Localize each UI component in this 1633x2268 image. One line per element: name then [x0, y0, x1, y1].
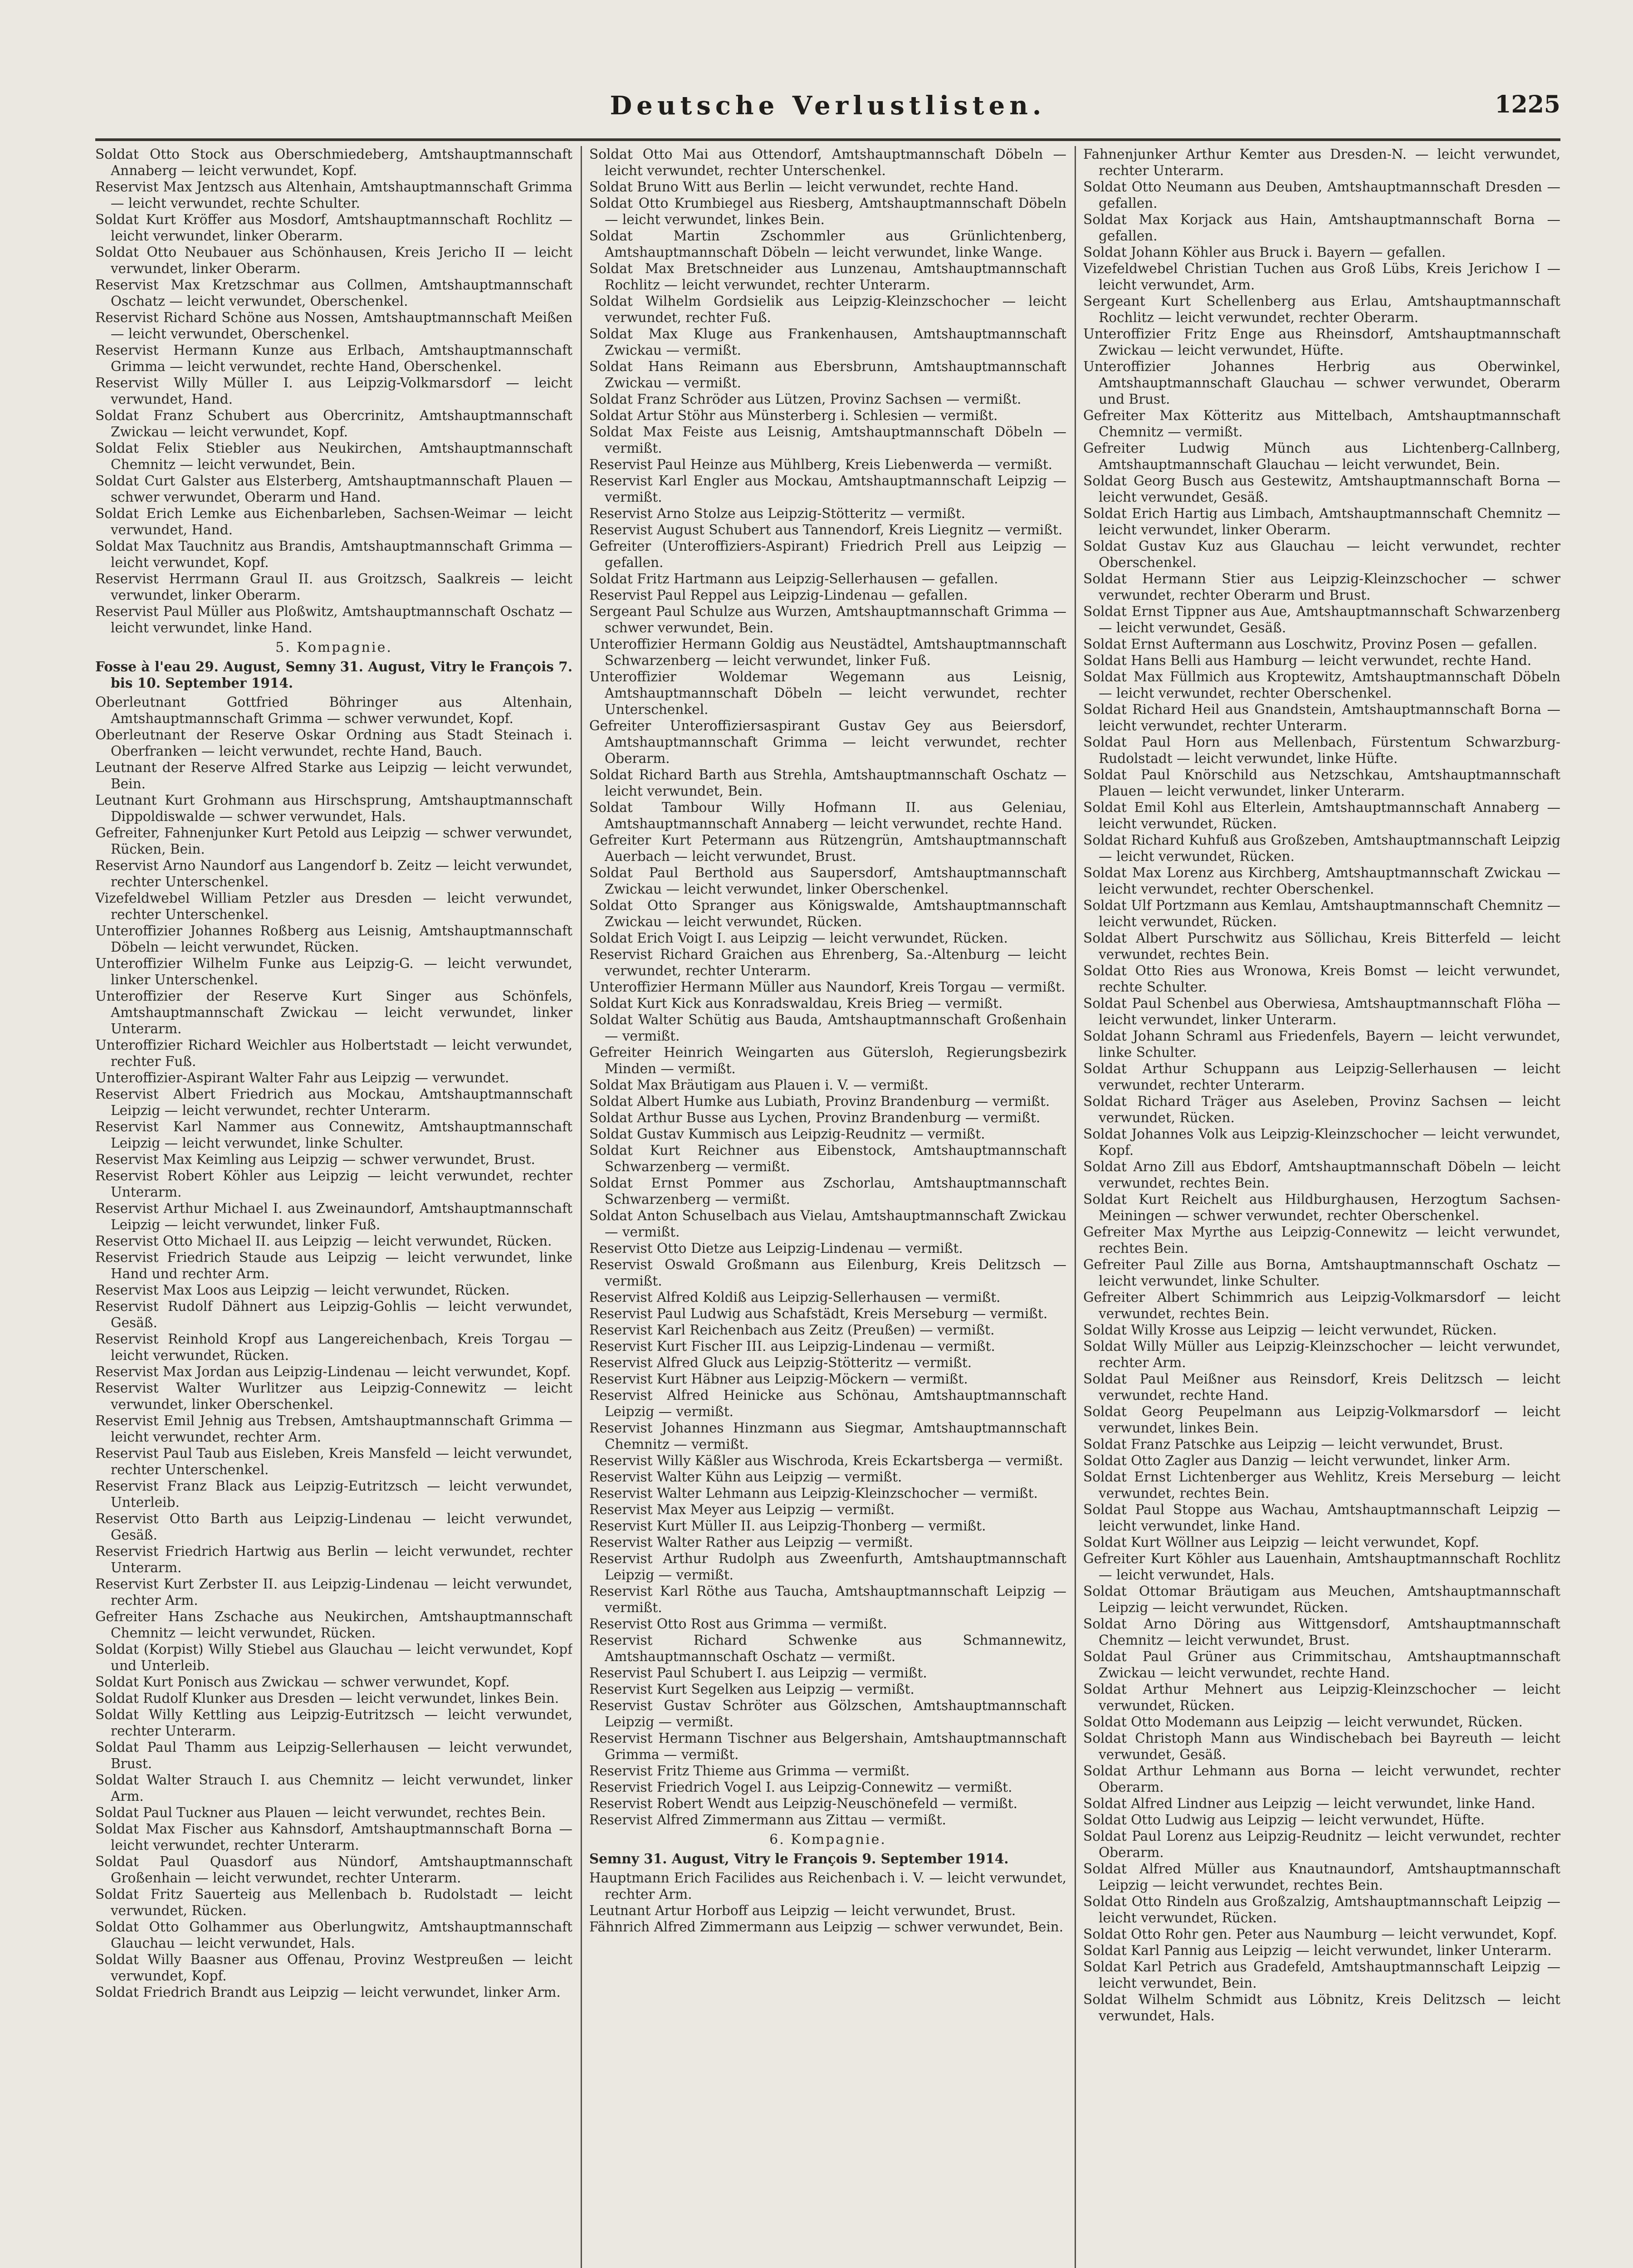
- column-divider: [1075, 146, 1076, 2268]
- casualty-entry: Leutnant Kurt Grohmann aus Hirschsprung, Amtshauptmannschaft Dippoldiswalde — schwer verwundet, Hals.: [95, 792, 572, 824]
- casualty-entry: Reservist Albert Friedrich aus Mockau, Amtshauptmannschaft Leipzig — leicht verwundet, rechter Unterarm.: [95, 1086, 572, 1118]
- casualty-entry: Soldat Willy Krosse aus Leipzig — leicht verwundet, Rücken.: [1083, 1322, 1497, 1338]
- casualty-entry: Soldat Arthur Schuppann aus Leipzig-Sellerhausen — leicht verwundet, rechter Unterarm.: [1083, 1061, 1560, 1093]
- casualty-entry: Unteroffizier Johannes Herbrig aus Oberwinkel, Amtshauptmannschaft Glauchau — schwer verwundet, Oberarm und Brust.: [1083, 359, 1560, 407]
- casualty-entry: Soldat Ernst Auftermann aus Loschwitz, Provinz Posen — gefallen.: [1083, 636, 1538, 652]
- casualty-entry: Reservist Gustav Schröter aus Gölzschen, Amtshauptmannschaft Leipzig — vermißt.: [589, 1698, 1066, 1730]
- casualty-entry: Oberleutnant Gottfried Böhringer aus Altenhain, Amtshauptmannschaft Grimma — schwer verwundet, Kopf.: [95, 694, 572, 726]
- casualty-entry: Soldat Hermann Stier aus Leipzig-Kleinzschocher — schwer verwundet, rechter Oberarm und Brust.: [1083, 571, 1560, 603]
- casualty-entry: Reservist Otto Barth aus Leipzig-Lindenau — leicht verwundet, Gesäß.: [95, 1511, 572, 1543]
- casualty-entry: Soldat Max Feiste aus Leisnig, Amtshauptmannschaft Döbeln — vermißt.: [589, 424, 1066, 456]
- casualty-entry: Reservist Max Loos aus Leipzig — leicht verwundet, Rücken.: [95, 1282, 510, 1298]
- casualty-entry: Gefreiter Albert Schimmrich aus Leipzig-Volkmarsdorf — leicht verwundet, rechtes Bein.: [1083, 1290, 1560, 1321]
- casualty-entry: Soldat Ernst Pommer aus Zschorlau, Amtshauptmannschaft Schwarzenberg — vermißt.: [589, 1175, 1066, 1207]
- casualty-entry: Soldat Paul Berthold aus Saupersdorf, Amtshauptmannschaft Zwickau — leicht verwundet, linker Oberschenkel.: [589, 865, 1066, 897]
- casualty-entry: Reservist Walter Lehmann aus Leipzig-Kleinzschocher — vermißt.: [589, 1486, 1038, 1501]
- casualty-entry: Gefreiter Kurt Köhler aus Lauenhain, Amtshauptmannschaft Rochlitz — leicht verwundet, Hals.: [1083, 1551, 1560, 1583]
- casualty-entry: Reservist Franz Black aus Leipzig-Eutritzsch — leicht verwundet, Unterleib.: [95, 1478, 572, 1510]
- casualty-entry: Reservist Walter Rather aus Leipzig — vermißt.: [589, 1535, 913, 1550]
- casualty-entry: Soldat (Korpist) Willy Stiebel aus Glauchau — leicht verwundet, Kopf und Unterleib.: [95, 1642, 572, 1673]
- casualty-entry: Soldat Paul Grüner aus Crimmitschau, Amtshauptmannschaft Zwickau — leicht verwundet, rechte Hand.: [1083, 1649, 1560, 1681]
- casualty-entry: Reservist Max Jentzsch aus Altenhain, Amtshauptmannschaft Grimma — leicht verwundet, rechte Schulter.: [95, 179, 572, 211]
- casualty-entry: Unteroffizier Johannes Roßberg aus Leisnig, Amtshauptmannschaft Döbeln — leicht verwundet, Rücken.: [95, 923, 572, 955]
- casualty-entry: Reservist Herrmann Graul II. aus Groitzsch, Saalkreis — leicht verwundet, linker Oberarm.: [95, 571, 572, 603]
- casualty-entry: Soldat Franz Patschke aus Leipzig — leicht verwundet, Brust.: [1083, 1437, 1503, 1452]
- casualty-entry: Soldat Max Lorenz aus Kirchberg, Amtshauptmannschaft Zwickau — leicht verwundet, rechter Oberschenkel.: [1083, 865, 1560, 897]
- casualty-entry: Reservist Walter Kühn aus Leipzig — vermißt.: [589, 1469, 902, 1485]
- casualty-entry: Soldat Franz Schubert aus Obercrinitz, Amtshauptmannschaft Zwickau — leicht verwundet, Kopf.: [95, 408, 572, 440]
- casualty-entry: Soldat Arthur Mehnert aus Leipzig-Kleinzschocher — leicht verwundet, Rücken.: [1083, 1681, 1560, 1713]
- casualty-entry: Unteroffizier Woldemar Wegemann aus Leisnig, Amtshauptmannschaft Döbeln — leicht verwundet, rechter Unterschenkel.: [589, 669, 1066, 717]
- casualty-entry: Soldat Arno Döring aus Wittgensdorf, Amtshauptmannschaft Chemnitz — leicht verwundet, Brust.: [1083, 1616, 1560, 1648]
- casualty-entry: Soldat Erich Hartig aus Limbach, Amtshauptmannschaft Chemnitz — leicht verwundet, linker Oberarm.: [1083, 506, 1560, 538]
- casualty-entry: Reservist Karl Nammer aus Connewitz, Amtshauptmannschaft Leipzig — leicht verwundet, linke Schulter.: [95, 1119, 572, 1151]
- casualty-entry: Reservist Karl Reichenbach aus Zeitz (Preußen) — vermißt.: [589, 1322, 995, 1338]
- column-divider: [581, 146, 582, 2268]
- casualty-entry: Reservist Karl Engler aus Mockau, Amtshauptmannschaft Leipzig — vermißt.: [589, 473, 1066, 505]
- casualty-entry: Fähnrich Alfred Zimmermann aus Leipzig — schwer verwundet, Bein.: [589, 1919, 1064, 1935]
- casualty-entry: Soldat Georg Busch aus Gestewitz, Amtshauptmannschaft Borna — leicht verwundet, Gesäß.: [1083, 473, 1560, 505]
- casualty-entry: Soldat Max Korjack aus Hain, Amtshauptmannschaft Borna — gefallen.: [1083, 212, 1560, 244]
- casualty-entry: Soldat Albert Purschwitz aus Söllichau, Kreis Bitterfeld — leicht verwundet, rechtes Bein.: [1083, 930, 1560, 962]
- casualty-entry: Soldat Kurt Reichner aus Eibenstock, Amtshauptmannschaft Schwarzenberg — vermißt.: [589, 1143, 1066, 1174]
- casualty-entry: Gefreiter Kurt Petermann aus Rützengrün, Amtshauptmannschaft Auerbach — leicht verwundet, Brust.: [589, 832, 1066, 864]
- casualty-entry: Gefreiter (Unteroffiziers-Aspirant) Friedrich Prell aus Leipzig — gefallen.: [589, 538, 1066, 570]
- casualty-entry: Reservist Friedrich Vogel I. aus Leipzig-Connewitz — vermißt.: [589, 1779, 1012, 1795]
- casualty-entry: Soldat Ottomar Bräutigam aus Meuchen, Amtshauptmannschaft Leipzig — leicht verwundet, Rücken.: [1083, 1584, 1560, 1615]
- casualty-entry: Soldat Richard Heil aus Gnandstein, Amtshauptmannschaft Borna — leicht verwundet, rechter Unterarm.: [1083, 702, 1560, 733]
- casualty-entry: Reservist Paul Ludwig aus Schafstädt, Kreis Merseburg — vermißt.: [589, 1306, 1048, 1321]
- casualty-entry: Gefreiter Ludwig Münch aus Lichtenberg-Callnberg, Amtshauptmannschaft Glauchau — leicht verwundet, Bein.: [1083, 440, 1560, 472]
- casualty-entry: Sergeant Kurt Schellenberg aus Erlau, Amtshauptmannschaft Rochlitz — leicht verwundet, rechter Oberarm.: [1083, 293, 1560, 325]
- casualty-entry: Soldat Kurt Kröffer aus Mosdorf, Amtshauptmannschaft Rochlitz — leicht verwundet, linker Oberarm.: [95, 212, 572, 244]
- casualty-entry: Reservist Willy Müller I. aus Leipzig-Volkmarsdorf — leicht verwundet, Hand.: [95, 375, 572, 407]
- casualty-entry: Soldat Alfred Lindner aus Leipzig — leicht verwundet, linke Hand.: [1083, 1796, 1535, 1811]
- company-title: 6. Kompagnie.: [769, 1832, 886, 1848]
- casualty-entry: Reservist Hermann Tischner aus Belgershain, Amtshauptmannschaft Grimma — vermißt.: [589, 1730, 1066, 1762]
- casualty-entry: Soldat Otto Rindeln aus Großzalzig, Amtshauptmannschaft Leipzig — leicht verwundet, Rücken.: [1083, 1894, 1560, 1926]
- casualty-entry: Soldat Anton Schuselbach aus Vielau, Amtshauptmannschaft Zwickau — vermißt.: [589, 1208, 1066, 1240]
- casualty-entry: Reservist Richard Schöne aus Nossen, Amtshauptmannschaft Meißen — leicht verwundet, Oberschenkel.: [95, 310, 572, 342]
- casualty-entry: Reservist Walter Wurlitzer aus Leipzig-Connewitz — leicht verwundet, linker Oberschenkel.: [95, 1380, 572, 1412]
- casualty-entry: Soldat Max Bretschneider aus Lunzenau, Amtshauptmannschaft Rochlitz — leicht verwundet, rechter Unterarm.: [589, 261, 1066, 293]
- casualty-entry: Soldat Paul Meißner aus Reinsdorf, Kreis Delitzsch — leicht verwundet, rechte Hand.: [1083, 1371, 1560, 1403]
- casualty-entry: Soldat Tambour Willy Hofmann II. aus Geleniau, Amtshauptmannschaft Annaberg — leicht verwundet, rechte Hand.: [589, 800, 1066, 831]
- casualty-entry: Reservist Kurt Segelken aus Leipzig — vermißt.: [589, 1681, 914, 1697]
- casualty-entry: Soldat Otto Golhammer aus Oberlungwitz, Amtshauptmannschaft Glauchau — leicht verwundet, Hals.: [95, 1919, 572, 1951]
- casualty-entry: Unteroffizier der Reserve Kurt Singer aus Schönfels, Amtshauptmannschaft Zwickau — leicht verwundet, linker Unterarm.: [95, 988, 572, 1036]
- casualty-entry: Reservist Kurt Zerbster II. aus Leipzig-Lindenau — leicht verwundet, rechter Arm.: [95, 1576, 572, 1608]
- company-dates: Semny 31. August, Vitry le François 9. September 1914.: [589, 1851, 1009, 1867]
- casualty-entry: Soldat Erich Voigt I. aus Leipzig — leicht verwundet, Rücken.: [589, 930, 1008, 946]
- casualty-entry: Reservist August Schubert aus Tannendorf, Kreis Liegnitz — vermißt.: [589, 522, 1063, 538]
- casualty-entry: Soldat Kurt Kick aus Konradswaldau, Kreis Brieg — vermißt.: [589, 996, 1003, 1011]
- casualty-entry: Soldat Otto Spranger aus Königswalde, Amtshauptmannschaft Zwickau — leicht verwundet, Rücken.: [589, 898, 1066, 929]
- casualty-entry: Vizefeldwebel William Petzler aus Dresden — leicht verwundet, rechter Unterschenkel.: [95, 890, 572, 922]
- casualty-entry: Soldat Albert Humke aus Lubiath, Provinz Brandenburg — vermißt.: [589, 1094, 1050, 1109]
- casualty-entry: Soldat Arno Zill aus Ebdorf, Amtshauptmannschaft Döbeln — leicht verwundet, rechtes Bein.: [1083, 1159, 1560, 1191]
- casualty-entry: Reservist Arno Naundorf aus Langendorf b. Zeitz — leicht verwundet, rechter Unterschenkel.: [95, 858, 572, 890]
- casualty-entry: Soldat Ernst Tippner aus Aue, Amtshauptmannschaft Schwarzenberg — leicht verwundet, Gesäß.: [1083, 604, 1560, 635]
- columns-area: [95, 146, 1560, 2268]
- casualty-entry: Soldat Richard Träger aus Aseleben, Provinz Sachsen — leicht verwundet, Rücken.: [1083, 1094, 1560, 1125]
- casualty-entry: Reservist Paul Müller aus Ploßwitz, Amtshauptmannschaft Oschatz — leicht verwundet, linke Hand.: [95, 604, 572, 635]
- casualty-entry: Soldat Johann Köhler aus Bruck i. Bayern — gefallen.: [1083, 244, 1446, 260]
- casualty-entry: Reservist Emil Jehnig aus Trebsen, Amtshauptmannschaft Grimma — leicht verwundet, rechter Arm.: [95, 1413, 572, 1445]
- casualty-entry: Reservist Kurt Fischer III. aus Leipzig-Lindenau — vermißt.: [589, 1339, 995, 1354]
- casualty-entry: Soldat Fritz Sauerteig aus Mellenbach b. Rudolstadt — leicht verwundet, Rücken.: [95, 1887, 572, 1918]
- casualty-entry: Reservist Paul Heinze aus Mühlberg, Kreis Liebenwerda — vermißt.: [589, 457, 1053, 472]
- casualty-entry: Vizefeldwebel Christian Tuchen aus Groß Lübs, Kreis Jerichow I — leicht verwundet, Arm.: [1083, 261, 1560, 293]
- casualty-entry: Soldat Arthur Busse aus Lychen, Provinz Brandenburg — vermißt.: [589, 1110, 1041, 1125]
- casualty-entry: Unteroffizier Hermann Goldig aus Neustädtel, Amtshauptmannschaft Schwarzenberg — leicht verwundet, linker Fuß.: [589, 636, 1066, 668]
- casualty-entry: Soldat Gustav Kummisch aus Leipzig-Reudnitz — vermißt.: [589, 1126, 985, 1142]
- casualty-entry: Soldat Johann Schraml aus Friedenfels, Bayern — leicht verwundet, linke Schulter.: [1083, 1028, 1560, 1060]
- casualty-entry: Reservist Kurt Müller II. aus Leipzig-Thonberg — vermißt.: [589, 1518, 986, 1534]
- casualty-entry: Reservist Hermann Kunze aus Erlbach, Amtshauptmannschaft Grimma — leicht verwundet, rechte Hand, Oberschenkel.: [95, 342, 572, 374]
- casualty-entry: Soldat Paul Thamm aus Leipzig-Sellerhausen — leicht verwundet, Brust.: [95, 1740, 572, 1771]
- casualty-entry: Gefreiter Paul Zille aus Borna, Amtshauptmannschaft Oschatz — leicht verwundet, linke Schulter.: [1083, 1257, 1560, 1289]
- company-dates: Fosse à l'eau 29. August, Semny 31. August, Vitry le François 7. bis 10. September 1914.: [95, 659, 572, 691]
- casualty-entry: Soldat Karl Pannig aus Leipzig — leicht verwundet, linker Unterarm.: [1083, 1943, 1552, 1958]
- casualty-entry: Soldat Max Kluge aus Frankenhausen, Amtshauptmannschaft Zwickau — vermißt.: [589, 326, 1066, 358]
- casualty-entry: Soldat Franz Schröder aus Lützen, Provinz Sachsen — vermißt.: [589, 391, 1022, 407]
- casualty-entry: Reservist Arno Stolze aus Leipzig-Stötteritz — vermißt.: [589, 506, 966, 521]
- casualty-entry: Soldat Paul Quasdorf aus Nündorf, Amtshauptmannschaft Großenhain — leicht verwundet, rechter Unterarm.: [95, 1854, 572, 1886]
- casualty-entry: Soldat Paul Lorenz aus Leipzig-Reudnitz — leicht verwundet, rechter Oberarm.: [1083, 1828, 1560, 1860]
- casualty-entry: Soldat Walter Strauch I. aus Chemnitz — leicht verwundet, linker Arm.: [95, 1772, 572, 1804]
- casualty-entry: Soldat Richard Kuhfuß aus Großzeben, Amtshauptmannschaft Leipzig — leicht verwundet, Rücken.: [1083, 832, 1560, 864]
- casualty-entry: Soldat Ulf Portzmann aus Kemlau, Amtshauptmannschaft Chemnitz — leicht verwundet, Rücken.: [1083, 898, 1560, 929]
- casualty-entry: Soldat Hans Reimann aus Ebersbrunn, Amtshauptmannschaft Zwickau — vermißt.: [589, 359, 1066, 391]
- casualty-entry: Reservist Max Keimling aus Leipzig — schwer verwundet, Brust.: [95, 1152, 535, 1167]
- casualty-entry: Soldat Otto Stock aus Oberschmiedeberg, Amtshauptmannschaft Annaberg — leicht verwundet, Kopf.: [95, 147, 572, 178]
- casualty-entry: Soldat Bruno Witt aus Berlin — leicht verwundet, rechte Hand.: [589, 179, 1019, 195]
- masthead: [95, 91, 1560, 132]
- casualty-entry: Soldat Otto Ries aus Wronowa, Kreis Bomst — leicht verwundet, rechte Schulter.: [1083, 963, 1560, 995]
- casualty-entry: Soldat Kurt Ponisch aus Zwickau — schwer verwundet, Kopf.: [95, 1674, 510, 1690]
- casualty-entry: Soldat Walter Schütig aus Bauda, Amtshauptmannschaft Großenhain — vermißt.: [589, 1012, 1066, 1044]
- casualty-entry: Reservist Paul Taub aus Eisleben, Kreis Mansfeld — leicht verwundet, rechter Unterschenkel.: [95, 1446, 572, 1477]
- casualty-entry: Gefreiter Hans Zschache aus Neukirchen, Amtshauptmannschaft Chemnitz — leicht verwundet, Rücken.: [95, 1609, 572, 1641]
- casualty-entry: Soldat Alfred Müller aus Knautnaundorf, Amtshauptmannschaft Leipzig — leicht verwundet, rechtes Bein.: [1083, 1861, 1560, 1893]
- casualty-entry: Soldat Paul Horn aus Mellenbach, Fürstentum Schwarzburg-Rudolstadt — leicht verwundet, linke Hüfte.: [1083, 734, 1560, 766]
- company-title: 5. Kompagnie.: [275, 640, 392, 655]
- casualty-entry: Soldat Paul Tuckner aus Plauen — leicht verwundet, rechtes Bein.: [95, 1805, 546, 1820]
- casualty-entry: Soldat Fritz Hartmann aus Leipzig-Sellerhausen — gefallen.: [589, 571, 998, 587]
- casualty-entry: Leutnant Artur Horboff aus Leipzig — leicht verwundet, Brust.: [589, 1903, 1016, 1918]
- casualty-entry: Soldat Willy Müller aus Leipzig-Kleinzschocher — leicht verwundet, rechter Arm.: [1083, 1339, 1560, 1370]
- casualty-entry: Reservist Friedrich Staude aus Leipzig — leicht verwundet, linke Hand und rechter Arm.: [95, 1250, 572, 1281]
- casualty-entry: Soldat Richard Barth aus Strehla, Amtshauptmannschaft Oschatz — leicht verwundet, Bein.: [589, 767, 1066, 799]
- casualty-entry: Soldat Rudolf Klunker aus Dresden — leicht verwundet, linkes Bein.: [95, 1691, 559, 1706]
- casualty-entry: Reservist Robert Wendt aus Leipzig-Neuschönefeld — vermißt.: [589, 1796, 1017, 1811]
- casualty-entry: Leutnant der Reserve Alfred Starke aus Leipzig — leicht verwundet, Bein.: [95, 760, 572, 792]
- casualty-entry: Reservist Robert Köhler aus Leipzig — leicht verwundet, rechter Unterarm.: [95, 1168, 572, 1200]
- casualty-entry: Reservist Otto Michael II. aus Leipzig — leicht verwundet, Rücken.: [95, 1233, 552, 1249]
- casualty-entry: Unteroffizier Richard Weichler aus Holbertstadt — leicht verwundet, rechter Fuß.: [95, 1037, 572, 1069]
- casualty-entry: Reservist Max Kretzschmar aus Collmen, Amtshauptmannschaft Oschatz — leicht verwundet, Oberschenkel.: [95, 277, 572, 309]
- casualty-entry: Reservist Otto Dietze aus Leipzig-Lindenau — vermißt.: [589, 1241, 963, 1256]
- casualty-entry: Soldat Otto Krumbiegel aus Riesberg, Amtshauptmannschaft Döbeln — leicht verwundet, linkes Bein.: [589, 196, 1066, 227]
- casualty-entry: Soldat Willy Kettling aus Leipzig-Eutritzsch — leicht verwundet, rechter Unterarm.: [95, 1707, 572, 1739]
- casualty-entry: Reservist Karl Röthe aus Taucha, Amtshauptmannschaft Leipzig — vermißt.: [589, 1584, 1066, 1615]
- casualty-entry: Soldat Otto Zagler aus Danzig — leicht verwundet, linker Arm.: [1083, 1453, 1511, 1468]
- casualty-entry: Soldat Gustav Kuz aus Glauchau — leicht verwundet, rechter Oberschenkel.: [1083, 538, 1560, 570]
- casualty-entry: Soldat Otto Modemann aus Leipzig — leicht verwundet, Rücken.: [1083, 1714, 1523, 1730]
- casualty-entry: Soldat Martin Zschommler aus Grünlichtenberg, Amtshauptmannschaft Döbeln — leicht verwundet, linke Wange.: [589, 228, 1066, 260]
- casualty-entry: Reservist Paul Reppel aus Leipzig-Lindenau — gefallen.: [589, 587, 968, 603]
- casualty-entry: Soldat Paul Knörschild aus Netzschkau, Amtshauptmannschaft Plauen — leicht verwundet, linker Unterarm.: [1083, 767, 1560, 799]
- column-3: [1083, 146, 1560, 2268]
- casualty-entry: Soldat Paul Schenbel aus Oberwiesa, Amtshauptmannschaft Flöha — leicht verwundet, linker Unterarm.: [1083, 996, 1560, 1027]
- casualty-entry: Sergeant Paul Schulze aus Wurzen, Amtshauptmannschaft Grimma — schwer verwundet, Bein.: [589, 604, 1066, 635]
- casualty-entry: Reservist Oswald Großmann aus Eilenburg, Kreis Delitzsch — vermißt.: [589, 1257, 1066, 1289]
- casualty-entry: Soldat Otto Neubauer aus Schönhausen, Kreis Jericho II — leicht verwundet, linker Oberarm.: [95, 244, 572, 276]
- page-number: 1225: [1495, 91, 1560, 118]
- casualty-entry: Soldat Otto Neumann aus Deuben, Amtshauptmannschaft Dresden — gefallen.: [1083, 179, 1560, 211]
- casualty-entry: Reservist Reinhold Kropf aus Langereichenbach, Kreis Torgau — leicht verwundet, Rücken.: [95, 1331, 572, 1363]
- casualty-entry: Soldat Hans Belli aus Hamburg — leicht verwundet, rechte Hand.: [1083, 653, 1532, 668]
- casualty-entry: Reservist Otto Rost aus Grimma — vermißt.: [589, 1616, 887, 1632]
- casualty-entry: Soldat Christoph Mann aus Windischebach bei Bayreuth — leicht verwundet, Gesäß.: [1083, 1730, 1560, 1762]
- casualty-entry: Hauptmann Erich Facilides aus Reichenbach i. V. — leicht verwundet, rechter Arm.: [589, 1870, 1066, 1902]
- casualty-entry: Gefreiter Max Kötteritz aus Mittelbach, Amtshauptmannschaft Chemnitz — vermißt.: [1083, 408, 1560, 440]
- casualty-entry: Soldat Max Bräutigam aus Plauen i. V. — vermißt.: [589, 1077, 929, 1093]
- casualty-entry: Soldat Curt Galster aus Elsterberg, Amtshauptmannschaft Plauen — schwer verwundet, Oberarm und Hand.: [95, 473, 572, 505]
- casualty-entry: Gefreiter, Fahnenjunker Kurt Petold aus Leipzig — schwer verwundet, Rücken, Bein.: [95, 825, 572, 857]
- casualty-entry: Reservist Richard Graichen aus Ehrenberg, Sa.-Altenburg — leicht verwundet, rechter Unterarm.: [589, 947, 1066, 978]
- casualty-entry: Unteroffizier Wilhelm Funke aus Leipzig-G. — leicht verwundet, linker Unterschenkel.: [95, 956, 572, 987]
- casualty-entry: Soldat Emil Kohl aus Elterlein, Amtshauptmannschaft Annaberg — leicht verwundet, Rücken.: [1083, 800, 1560, 831]
- casualty-entry: Fahnenjunker Arthur Kemter aus Dresden-N. — leicht verwundet, rechter Unterarm.: [1083, 147, 1560, 178]
- casualty-entry: Reservist Rudolf Dähnert aus Leipzig-Gohlis — leicht verwundet, Gesäß.: [95, 1299, 572, 1330]
- casualty-entry: Soldat Artur Stöhr aus Münsterberg i. Schlesien — vermißt.: [589, 408, 998, 423]
- casualty-entry: Unteroffizier Fritz Enge aus Rheinsdorf, Amtshauptmannschaft Zwickau — leicht verwundet, Hüfte.: [1083, 326, 1560, 358]
- casualty-entry: Reservist Alfred Heinicke aus Schönau, Amtshauptmannschaft Leipzig — vermißt.: [589, 1388, 1066, 1419]
- casualty-entry: Soldat Karl Petrich aus Gradefeld, Amtshauptmannschaft Leipzig — leicht verwundet, Bein.: [1083, 1959, 1560, 1991]
- casualty-entry: Unteroffizier Hermann Müller aus Naundorf, Kreis Torgau — vermißt.: [589, 979, 1066, 995]
- page-title: Deutsche Verlustlisten.: [610, 91, 1046, 121]
- casualty-entry: Soldat Otto Ludwig aus Leipzig — leicht verwundet, Hüfte.: [1083, 1812, 1485, 1828]
- casualty-entry: Unteroffizier-Aspirant Walter Fahr aus Leipzig — verwundet.: [95, 1070, 509, 1085]
- casualty-entry: Soldat Ernst Lichtenberger aus Wehlitz, Kreis Merseburg — leicht verwundet, rechtes Bein.: [1083, 1469, 1560, 1501]
- casualty-entry: Reservist Alfred Zimmermann aus Zittau — vermißt.: [589, 1812, 946, 1828]
- casualty-entry: Soldat Otto Mai aus Ottendorf, Amtshauptmannschaft Döbeln — leicht verwundet, rechter Unterschenkel.: [589, 147, 1066, 178]
- casualty-entry: Soldat Max Tauchnitz aus Brandis, Amtshauptmannschaft Grimma — leicht verwundet, Kopf.: [95, 538, 572, 570]
- casualty-entry: Soldat Erich Lemke aus Eichenbarleben, Sachsen-Weimar — leicht verwundet, Hand.: [95, 506, 572, 538]
- column-1: [95, 146, 572, 2268]
- casualty-entry: Reservist Max Meyer aus Leipzig — vermißt.: [589, 1502, 895, 1517]
- casualty-entry: Gefreiter Unteroffiziersaspirant Gustav Gey aus Beiersdorf, Amtshauptmannschaft Grimma — leicht verwundet, rechter Oberarm.: [589, 718, 1066, 766]
- header-rule: [95, 138, 1560, 141]
- casualty-entry: Soldat Kurt Wöllner aus Leipzig — leicht verwundet, Kopf.: [1083, 1535, 1479, 1550]
- casualty-entry: Soldat Willy Baasner aus Offenau, Provinz Westpreußen — leicht verwundet, Kopf.: [95, 1952, 572, 1984]
- casualty-entry: Soldat Georg Peupelmann aus Leipzig-Volkmarsdorf — leicht verwundet, linkes Bein.: [1083, 1404, 1560, 1436]
- casualty-entry: Soldat Max Füllmich aus Kroptewitz, Amtshauptmannschaft Döbeln — leicht verwundet, rechter Oberschenkel.: [1083, 669, 1560, 701]
- casualty-entry: Gefreiter Max Myrthe aus Leipzig-Connewitz — leicht verwundet, rechtes Bein.: [1083, 1224, 1560, 1256]
- casualty-entry: Oberleutnant der Reserve Oskar Ordning aus Stadt Steinach i. Oberfranken — leicht verwundet, rechte Hand, Bauch.: [95, 727, 572, 759]
- casualty-entry: Reservist Alfred Gluck aus Leipzig-Stötteritz — vermißt.: [589, 1355, 972, 1370]
- casualty-entry: Reservist Alfred Koldiß aus Leipzig-Sellerhausen — vermißt.: [589, 1290, 1001, 1305]
- casualty-entry: Reservist Arthur Michael I. aus Zweinaundorf, Amtshauptmannschaft Leipzig — leicht verwundet, linker Fuß.: [95, 1201, 572, 1232]
- casualty-entry: Soldat Felix Stiebler aus Neukirchen, Amtshauptmannschaft Chemnitz — leicht verwundet, Bein.: [95, 440, 572, 472]
- casualty-entry: Soldat Friedrich Brandt aus Leipzig — leicht verwundet, linker Arm.: [95, 1984, 561, 2000]
- casualty-entry: Soldat Max Fischer aus Kahnsdorf, Amtshauptmannschaft Borna — leicht verwundet, rechter Unterarm.: [95, 1821, 572, 1853]
- casualty-entry: Reservist Friedrich Hartwig aus Berlin — leicht verwundet, rechter Unterarm.: [95, 1544, 572, 1575]
- casualty-entry: Reservist Arthur Rudolph aus Zweenfurth, Amtshauptmannschaft Leipzig — vermißt.: [589, 1551, 1066, 1583]
- casualty-entry: Soldat Kurt Reichelt aus Hildburghausen, Herzogtum Sachsen-Meiningen — schwer verwundet, rechter Oberschenkel.: [1083, 1192, 1560, 1223]
- casualty-entry: Reservist Johannes Hinzmann aus Siegmar, Amtshauptmannschaft Chemnitz — vermißt.: [589, 1420, 1066, 1452]
- casualty-entry: Soldat Wilhelm Schmidt aus Löbnitz, Kreis Delitzsch — leicht verwundet, Hals.: [1083, 1992, 1560, 2024]
- casualty-entry: Reservist Paul Schubert I. aus Leipzig — vermißt.: [589, 1665, 927, 1681]
- casualty-entry: Gefreiter Heinrich Weingarten aus Gütersloh, Regierungsbezirk Minden — vermißt.: [589, 1045, 1066, 1076]
- casualty-entry: Soldat Otto Rohr gen. Peter aus Naumburg — leicht verwundet, Kopf.: [1083, 1926, 1557, 1942]
- casualty-entry: Reservist Max Jordan aus Leipzig-Lindenau — leicht verwundet, Kopf.: [95, 1364, 571, 1379]
- casualty-entry: Soldat Johannes Volk aus Leipzig-Kleinzschocher — leicht verwundet, Kopf.: [1083, 1126, 1560, 1158]
- casualty-entry: Reservist Richard Schwenke aus Schmannewitz, Amtshauptmannschaft Oschatz — vermißt.: [589, 1633, 1066, 1664]
- casualty-entry: Reservist Willy Käßler aus Wischroda, Kreis Eckartsberga — vermißt.: [589, 1453, 1063, 1468]
- column-2: [589, 146, 1066, 2268]
- casualty-entry: Soldat Arthur Lehmann aus Borna — leicht verwundet, rechter Oberarm.: [1083, 1763, 1560, 1795]
- casualty-entry: Soldat Paul Stoppe aus Wachau, Amtshauptmannschaft Leipzig — leicht verwundet, linke Hand.: [1083, 1502, 1560, 1534]
- casualty-entry: Reservist Kurt Häbner aus Leipzig-Möckern — vermißt.: [589, 1371, 968, 1387]
- casualty-entry: Soldat Wilhelm Gordsielik aus Leipzig-Kleinzschocher — leicht verwundet, rechter Fuß.: [589, 293, 1066, 325]
- casualty-entry: Reservist Fritz Thieme aus Grimma — vermißt.: [589, 1763, 910, 1779]
